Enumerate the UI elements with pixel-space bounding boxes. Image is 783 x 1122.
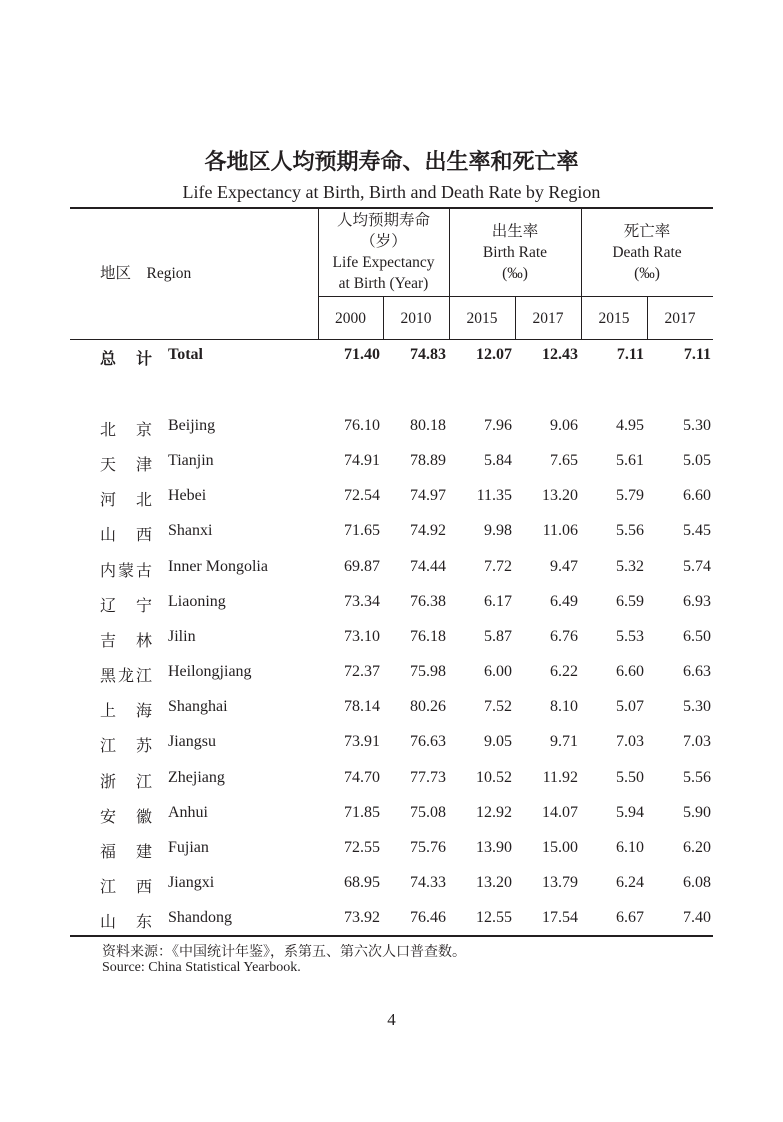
region-name-english: Zhejiang: [168, 768, 225, 786]
header-year: 2010: [400, 310, 432, 327]
table-row: [70, 417, 713, 439]
cell-value: 72.55: [344, 838, 380, 856]
cell-value: 73.91: [344, 733, 380, 751]
cell-value: 13.79: [542, 873, 578, 891]
header-birth-unit: (‰): [502, 265, 528, 282]
header-region: 地区 Region: [100, 265, 192, 282]
cell-value: 77.73: [410, 768, 446, 786]
cell-value: 5.45: [683, 522, 711, 540]
cell-value: 74.33: [410, 873, 446, 891]
cell-value: 76.63: [410, 733, 446, 751]
cell-value: 6.59: [616, 592, 644, 610]
header-death-unit: (‰): [634, 265, 660, 282]
cell-value: 6.76: [550, 627, 578, 645]
region-name-chinese: 吉林: [100, 632, 152, 650]
cell-value: 12.43: [542, 346, 578, 363]
region-name-english: Total: [168, 346, 203, 363]
region-name-chinese: 内蒙古: [100, 562, 152, 580]
header-year: 2000: [335, 310, 366, 327]
cell-value: 6.24: [616, 873, 644, 891]
cell-value: 6.60: [616, 663, 644, 681]
region-name-english: Heilongjiang: [168, 663, 252, 681]
region-name-english: Liaoning: [168, 592, 226, 610]
cell-value: 6.60: [683, 487, 711, 505]
cell-value: 15.00: [542, 838, 578, 856]
cell-value: 5.61: [616, 452, 644, 470]
header-death-en: Death Rate: [612, 244, 682, 261]
cell-value: 5.05: [683, 452, 711, 470]
footnote-english: Source: China Statistical Yearbook.: [102, 960, 301, 975]
cell-value: 12.07: [476, 346, 512, 363]
cell-value: 7.03: [616, 733, 644, 751]
cell-value: 7.65: [550, 452, 578, 470]
cell-value: 74.97: [410, 487, 446, 505]
cell-value: 9.98: [484, 522, 512, 540]
cell-value: 11.35: [476, 487, 512, 505]
cell-value: 6.08: [683, 873, 711, 891]
cell-value: 13.90: [476, 838, 512, 856]
cell-value: 9.47: [550, 557, 578, 575]
cell-value: 5.07: [616, 698, 644, 716]
region-name-english: Inner Mongolia: [168, 557, 268, 575]
page-number: 4: [387, 1010, 396, 1029]
header-year: 2015: [466, 310, 498, 327]
region-name-english: Tianjin: [168, 452, 214, 470]
table-row: [70, 804, 713, 826]
cell-value: 5.50: [616, 768, 644, 786]
region-name-english: Shanghai: [168, 698, 228, 716]
cell-value: 5.53: [616, 627, 644, 645]
table-row: [70, 909, 713, 931]
cell-value: 5.32: [616, 557, 644, 575]
cell-value: 80.18: [410, 417, 446, 434]
cell-value: 7.11: [683, 346, 711, 363]
region-name-english: Shandong: [168, 909, 232, 927]
header-life-en1: Life Expectancy: [332, 254, 435, 271]
cell-value: 80.26: [410, 698, 446, 716]
cell-value: 7.11: [616, 346, 644, 363]
header-bottom-rule: [70, 339, 713, 340]
cell-value: 75.08: [410, 803, 446, 821]
cell-value: 73.10: [344, 627, 380, 645]
cell-value: 7.40: [683, 909, 711, 927]
table-top-rule: [70, 207, 713, 209]
cell-value: 5.79: [616, 487, 644, 505]
region-name-chinese: 浙江: [100, 773, 152, 791]
cell-value: 13.20: [542, 487, 578, 505]
cell-value: 11.06: [542, 522, 578, 540]
cell-value: 74.70: [344, 768, 380, 786]
cell-value: 6.20: [683, 838, 711, 856]
table-row: [70, 733, 713, 755]
header-life-cn: 人均预期寿命: [336, 212, 430, 229]
cell-value: 75.76: [410, 838, 446, 856]
cell-value: 4.95: [616, 417, 644, 434]
cell-value: 5.56: [683, 768, 711, 786]
cell-value: 72.54: [344, 487, 380, 505]
cell-value: 9.06: [550, 417, 578, 434]
cell-value: 76.10: [344, 417, 380, 434]
header-birth-cn: 出生率: [491, 223, 539, 240]
footnote-chinese: 资料来源：《中国统计年鉴》，系第五、第六次人口普查数。: [102, 945, 466, 960]
cell-value: 6.17: [484, 592, 512, 610]
header-life-expectancy: [318, 210, 449, 294]
cell-value: 12.55: [476, 909, 512, 927]
cell-value: 5.74: [683, 557, 711, 575]
cell-value: 8.10: [550, 698, 578, 716]
cell-value: 7.72: [484, 557, 512, 575]
header-year: 2017: [664, 310, 696, 327]
cell-value: 76.46: [410, 909, 446, 927]
cell-value: 78.89: [410, 452, 446, 470]
cell-value: 78.14: [344, 698, 380, 716]
cell-value: 12.92: [476, 803, 512, 821]
cell-value: 6.50: [683, 627, 711, 645]
table-row: [70, 522, 713, 544]
header-birth-en: Birth Rate: [482, 244, 548, 261]
cell-value: 5.87: [484, 627, 512, 645]
region-name-chinese: 山东: [100, 914, 152, 932]
table-row: [70, 839, 713, 861]
cell-value: 6.10: [616, 838, 644, 856]
cell-value: 11.92: [542, 768, 578, 786]
cell-value: 6.63: [683, 663, 711, 681]
cell-value: 5.84: [484, 452, 512, 470]
region-name-chinese: 福建: [100, 843, 152, 861]
cell-value: 74.44: [410, 557, 446, 575]
cell-value: 5.90: [683, 803, 711, 821]
cell-value: 17.54: [542, 909, 578, 927]
table-row: [70, 663, 713, 685]
header-birth-rate: [449, 221, 581, 284]
region-name-chinese: 河北: [100, 492, 152, 510]
cell-value: 6.67: [616, 909, 644, 927]
cell-value: 73.92: [344, 909, 380, 927]
table-row: [70, 769, 713, 791]
cell-value: 72.37: [344, 663, 380, 681]
cell-value: 13.20: [476, 873, 512, 891]
cell-value: 7.96: [484, 417, 512, 434]
page-title-chinese: 各地区人均预期寿命、出生率和死亡率: [204, 149, 579, 174]
region-name-english: Fujian: [168, 838, 209, 856]
region-name-english: Jiangxi: [168, 873, 215, 891]
region-name-english: Jilin: [168, 627, 196, 645]
region-name-chinese: 天津: [100, 457, 152, 475]
region-name-chinese: 总计: [100, 351, 152, 368]
cell-value: 69.87: [344, 557, 380, 575]
header-death-cn: 死亡率: [623, 223, 671, 240]
cell-value: 7.03: [683, 733, 711, 751]
table-row: [70, 558, 713, 580]
cell-value: 68.95: [344, 873, 380, 891]
region-name-chinese: 黑龙江: [100, 668, 152, 686]
cell-value: 6.22: [550, 663, 578, 681]
cell-value: 6.93: [683, 592, 711, 610]
cell-value: 71.85: [344, 803, 380, 821]
region-name-chinese: 山西: [100, 527, 152, 545]
cell-value: 7.52: [484, 698, 512, 716]
region-name-chinese: 北京: [100, 422, 152, 439]
cell-value: 75.98: [410, 663, 446, 681]
table-row: [70, 593, 713, 615]
total-row: [70, 346, 713, 368]
region-name-chinese: 江西: [100, 878, 152, 896]
table-row: [70, 487, 713, 509]
cell-value: 9.71: [550, 733, 578, 751]
cell-value: 74.91: [344, 452, 380, 470]
region-name-english: Beijing: [168, 417, 216, 434]
cell-value: 74.83: [410, 346, 446, 363]
header-life-unit: （岁）: [360, 233, 407, 250]
header-year: 2015: [598, 310, 630, 327]
table-row: [70, 874, 713, 896]
region-name-english: Anhui: [168, 803, 208, 821]
table-bottom-rule: [70, 935, 713, 937]
region-name-english: Jiangsu: [168, 733, 216, 751]
cell-value: 6.00: [484, 663, 512, 681]
cell-value: 74.92: [410, 522, 446, 540]
region-name-chinese: 上海: [100, 703, 152, 721]
region-name-chinese: 辽宁: [100, 597, 152, 615]
cell-value: 76.38: [410, 592, 446, 610]
table-row: [70, 452, 713, 474]
cell-value: 76.18: [410, 627, 446, 645]
region-name-chinese: 江苏: [100, 738, 152, 756]
cell-value: 5.56: [616, 522, 644, 540]
cell-value: 73.34: [344, 592, 380, 610]
header-year: 2017: [532, 310, 564, 327]
table-row: [70, 698, 713, 720]
region-name-english: Shanxi: [168, 522, 213, 540]
cell-value: 5.30: [683, 417, 711, 434]
header-life-en2: at Birth (Year): [338, 275, 429, 292]
table-row: [70, 628, 713, 650]
cell-value: 5.94: [616, 803, 644, 821]
cell-value: 6.49: [550, 592, 578, 610]
cell-value: 10.52: [476, 768, 512, 786]
cell-value: 9.05: [484, 733, 512, 751]
header-death-rate: [581, 221, 713, 284]
region-name-chinese: 安徽: [100, 808, 152, 826]
region-name-english: Hebei: [168, 487, 207, 505]
cell-value: 14.07: [542, 803, 578, 821]
page-title-english: Life Expectancy at Birth, Birth and Death Rate by Region: [182, 182, 601, 202]
cell-value: 5.30: [683, 698, 711, 716]
cell-value: 71.40: [344, 346, 380, 363]
cell-value: 71.65: [344, 522, 380, 540]
